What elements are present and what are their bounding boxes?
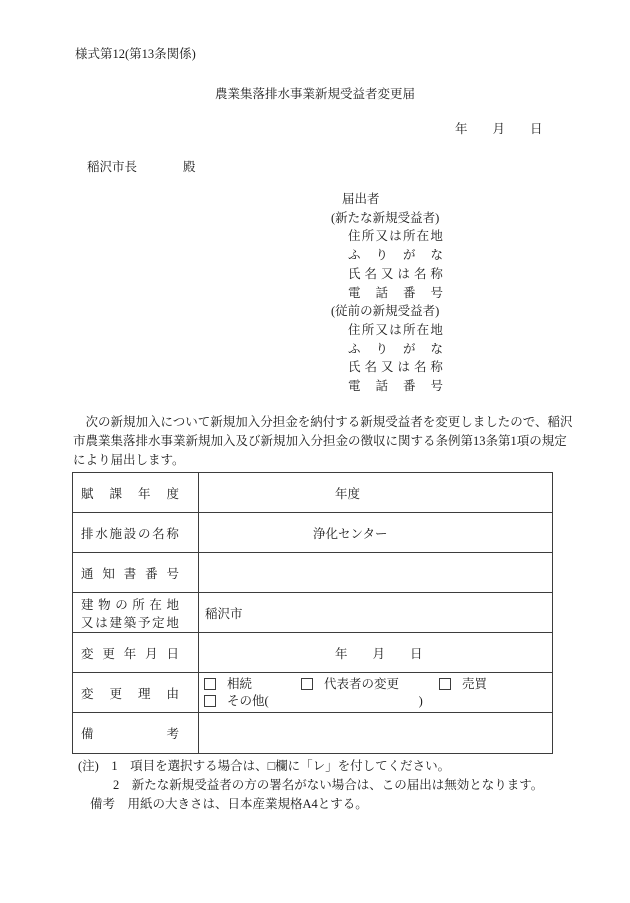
previous-beneficiary-phone-label: 電 話 番 号: [348, 379, 443, 394]
notifier-block: [331, 190, 443, 396]
table-row-fiscal-year: [73, 473, 552, 513]
form-table: [72, 472, 553, 754]
building-location-label-line2: 又 は 建 築 予 定 地: [81, 615, 179, 630]
footer-notes: [78, 757, 543, 814]
reason-option-other: [204, 693, 423, 709]
representative-change-label: 代表者の変更: [324, 677, 400, 691]
reason-option-inheritance: [204, 676, 301, 692]
recipient-line: [87, 157, 196, 175]
table-row-building-location: [73, 593, 552, 633]
previous-beneficiary-subheading: (従前の新規受益者): [331, 304, 440, 319]
fiscal-year-value: 年度: [335, 486, 361, 501]
notice-number-value: [199, 553, 552, 592]
sale-checkbox-icon[interactable]: [439, 678, 451, 690]
recipient-name: 稲沢市長: [87, 160, 138, 174]
fiscal-year-label: 賦 課 年 度: [81, 486, 179, 501]
remarks-label: 備 考: [81, 727, 179, 741]
remarks-value: [199, 713, 552, 753]
new-beneficiary-phone-label: 電 話 番 号: [348, 285, 443, 300]
change-date-value: 年 月 日: [335, 646, 423, 661]
facility-name-value: 浄化センター: [313, 526, 388, 541]
building-location-label-line1: 建 物 の 所 在 地: [81, 597, 179, 612]
change-reason-label: 変 更 理 由: [81, 686, 179, 701]
body-paragraph-line: 市農業集落排水事業新規加入及び新規加入分担金の徴収に関する条例第13条第1項の規定: [73, 433, 567, 448]
notice-number-label: 通 知 書 番 号: [81, 566, 179, 581]
new-beneficiary-address-label: 住 所 又 は 所 在 地: [348, 229, 443, 244]
page-title: 農業集落排水事業新規受益者変更届: [214, 87, 415, 101]
recipient-honorific: 殿: [183, 160, 196, 174]
other-closing-paren: ): [418, 694, 423, 708]
change-date-label: 変 更 年 月 日: [81, 646, 179, 661]
change-reason-value: [199, 673, 552, 712]
representative-change-checkbox-icon[interactable]: [301, 678, 313, 690]
table-row-facility-name: [73, 513, 552, 553]
other-checkbox-icon[interactable]: [204, 695, 216, 707]
note-line-2: 2 新たな新規受益者の方の署名がない場合は、この届出は無効となります。: [113, 778, 544, 792]
reason-option-sale: [439, 676, 487, 692]
table-row-change-reason: [73, 673, 552, 713]
previous-beneficiary-name-label: 氏 名 又 は 名 称: [348, 360, 443, 375]
note-line-3: 備考 用紙の大きさは、日本産業規格A4とする。: [90, 797, 368, 811]
new-beneficiary-name-label: 氏 名 又 は 名 称: [348, 266, 443, 281]
reason-option-representative-change: [301, 676, 439, 692]
other-label: その他(: [227, 694, 269, 708]
notifier-heading: 届出者: [342, 192, 380, 206]
sale-label: 売買: [462, 677, 488, 691]
header-date-line: 年 月 日: [455, 122, 543, 136]
new-beneficiary-furigana-label: ふ り が な: [348, 248, 443, 263]
previous-beneficiary-address-label: 住 所 又 は 所 在 地: [348, 322, 443, 337]
note-line-1: (注) 1 項目を選択する場合は、□欄に「レ」を付してください。: [78, 759, 451, 773]
body-paragraph-line: 次の新規加入について新規加入分担金を納付する新規受益者を変更しましたので、稲沢: [73, 415, 573, 429]
form-number: 様式第12(第13条関係): [75, 47, 196, 61]
body-paragraph: [73, 413, 573, 470]
building-location-value: 稲沢市: [205, 606, 243, 621]
table-row-remarks: [73, 713, 552, 753]
inheritance-checkbox-icon[interactable]: [204, 678, 216, 690]
body-paragraph-line: により届出します。: [73, 452, 185, 467]
table-row-change-date: [73, 633, 552, 673]
table-row-notice-number: [73, 553, 552, 593]
new-beneficiary-subheading: (新たな新規受益者): [331, 210, 440, 225]
facility-name-label: 排 水 施 設 の 名 称: [81, 526, 179, 541]
previous-beneficiary-furigana-label: ふ り が な: [348, 341, 443, 356]
inheritance-label: 相続: [227, 677, 253, 691]
